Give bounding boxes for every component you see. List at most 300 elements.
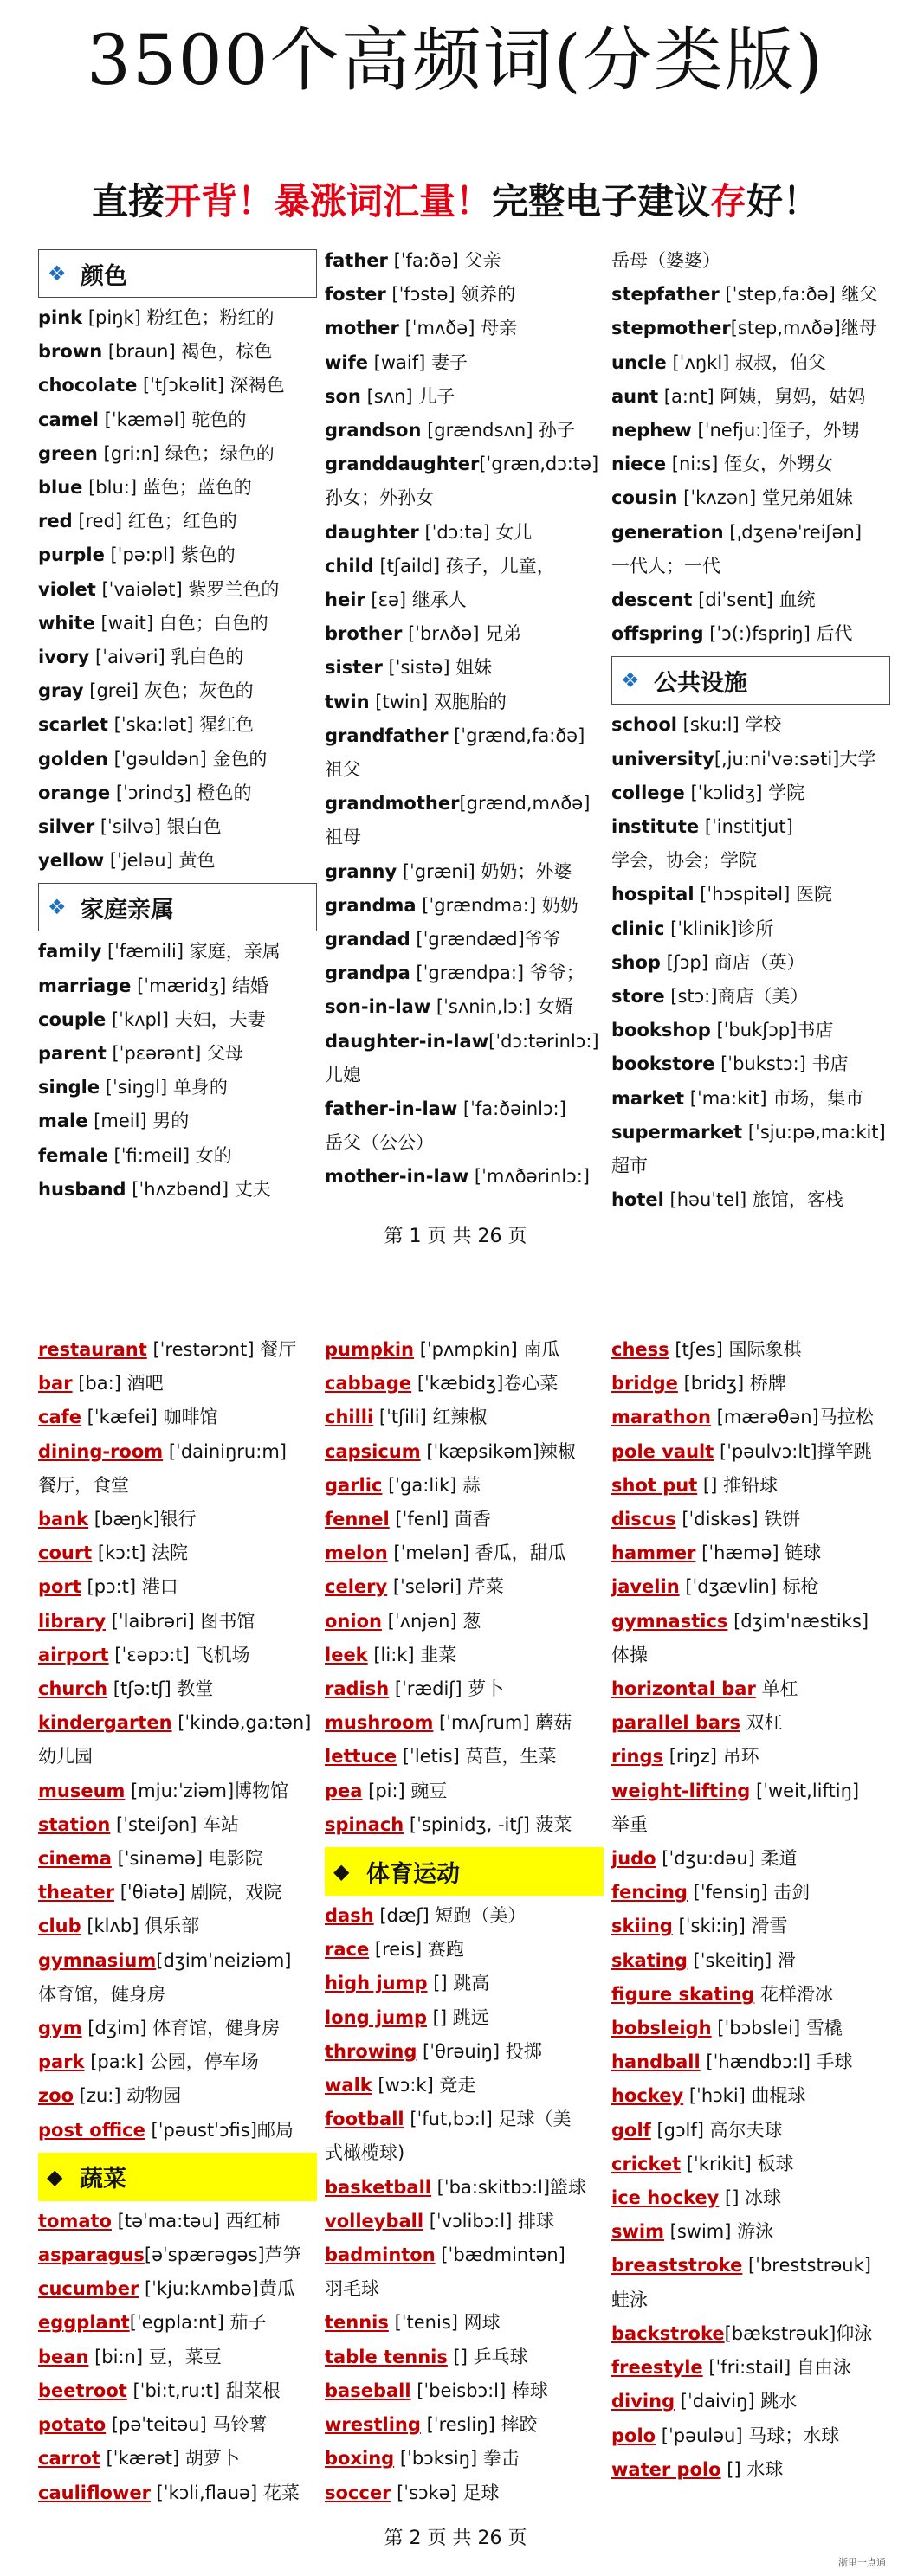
vocab-definition: [ˈsju:pə,ma:kit] [742,1121,886,1143]
vocab-definition: [klʌb] 俱乐部 [81,1916,200,1937]
vocab-definition: [] 冰球 [719,2187,782,2209]
vocab-definition: [ˈjeləu] 黄色 [104,850,216,872]
vocab-word: tomato [38,2210,112,2231]
vocab-word: parallel bars [611,1712,740,1734]
vocab-continuation: 学会，协会；学院 [611,850,757,872]
vocab-entry [38,1672,317,1706]
vocab-definition: [dʒimˈneiziəm] [156,1949,292,1971]
vocab-entry [611,810,890,844]
vocab-entry [611,312,890,345]
vocab-definition: [mærəθən]马拉松 [710,1407,874,1428]
vocab-entry [38,2476,317,2510]
vocab-entry [611,1808,890,1842]
vocab-entry [611,844,890,878]
vocab-definition: [ˈpɛərənt] 父母 [106,1043,244,1065]
vocab-word: javelin [611,1576,680,1598]
vocab-word: gym [38,2018,82,2039]
vocab-continuation: 岳父（公公） [325,1132,434,1154]
vocab-entry [325,1367,604,1401]
vocab-entry [611,2351,890,2385]
vocab-definition: [ˈfi:meil] 女的 [107,1144,232,1166]
vocab-definition: [riŋz] 吊环 [663,1746,759,1768]
vocab-definition: [grei] 灰色；灰色的 [83,680,254,702]
vocab-word: offspring [611,623,704,645]
vocab-definition: [reis] 赛跑 [369,1939,464,1961]
vocab-word: wrestling [325,2414,421,2436]
vocab-entry [325,1435,604,1469]
vocab-entry [611,708,890,742]
vocab-definition: [ˈbɔbslei] 雪橇 [711,2018,843,2039]
vocab-word: college [611,782,685,803]
vocab-definition: [ˈbi:t,ru:t] 甜菜根 [126,2380,281,2401]
vocab-definition: 单杠 [755,1678,798,1700]
vocab-word: gymnastics [611,1610,728,1632]
vocab-entry [325,2374,604,2408]
vocab-entry [325,2306,604,2340]
vocab-entry [38,1740,317,1774]
vocab-entry [611,1047,890,1081]
vocab-word: sister [325,657,383,679]
vocab-entry [325,617,604,651]
vocab-word: school [611,714,677,736]
vocab-definition: [ˈtʃɔkəlit] 深褐色 [137,375,285,396]
vocab-entry [38,1570,317,1604]
vocab-entry [611,617,890,651]
vocab-word: cinema [38,1848,112,1870]
vocab-entry [611,2419,890,2453]
vocab-definition: [wɔ:k] 竞走 [372,2075,476,2096]
vocab-definition: [ˈkɔlidʒ] 学院 [684,782,805,803]
vocab-word: bean [38,2346,89,2367]
vocab-definition: [pəˈteitəu] 马铃薯 [106,2414,268,2436]
vocab-word: shot put [611,1474,698,1496]
vocab-word: handball [611,2051,701,2073]
vocab-entry [38,1401,317,1434]
vocab-entry [38,403,317,437]
vocab-entry [38,810,317,844]
vocab-entry [38,674,317,708]
vocab-definition: [ˈnefju:]侄子，外甥 [691,420,860,441]
vocab-entry [325,1967,604,2000]
vocab-definition: [ˈinstitjut] [699,816,793,838]
vocab-word: club [38,1916,81,1937]
vocab-entry [611,776,890,810]
vocab-definition: [ˈsinəmə] 电影院 [111,1848,263,1870]
vocab-entry [38,844,317,878]
vocab-entry [38,2012,317,2045]
vocab-word: orange [38,782,111,803]
vocab-definition: [ˈbɔksiŋ] 拳击 [394,2448,520,2470]
vocab-definition: [braun] 褐色，棕色 [102,341,273,363]
vocab-word: zoo [38,2085,74,2107]
bullet-icon: ◆ [333,1859,350,1884]
vocab-word: hotel [611,1189,664,1211]
vocab-entry [611,2181,890,2215]
vocab-word: celery [325,1576,388,1598]
vocab-entry [38,1774,317,1808]
subtitle [0,177,911,226]
vocab-entry [325,2205,604,2238]
vocab-entry [38,776,317,810]
vocab-word: chilli [325,1407,374,1428]
vocab-definition: [ˈlaibrəri] 图书馆 [106,1610,255,1632]
vocab-word: cucumber [38,2278,139,2300]
vocab-entry [38,935,317,969]
vocab-word: leek [325,1644,368,1665]
vocab-word: baseball [325,2380,411,2401]
vocab-word: uncle [611,351,667,373]
vocab-definition: [ˈfri:stail] 自由泳 [702,2357,851,2379]
vocab-entry [611,1570,890,1604]
vocab-word: ice hockey [611,2187,720,2209]
section-title: 公共设施 [654,669,747,697]
vocab-entry [38,1978,317,2012]
watermark: 浙里一点通 [838,2557,886,2568]
vocab-entry [38,1503,317,1536]
vocab-word: white [38,612,95,634]
vocab-word: spinach [325,1813,404,1835]
vocab-entry [611,1605,890,1639]
vocab-word: breaststroke [611,2255,743,2277]
column [325,244,604,1195]
vocab-word: cabbage [325,1373,412,1394]
vocab-definition: [ˈʌŋkl] 叔叔，伯父 [666,351,827,373]
vocab-word: melon [325,1542,388,1564]
vocab-definition: [] 跳高 [427,1973,490,1994]
vocab-word: institute [611,816,700,838]
vocab-entry [611,1082,890,1116]
vocab-word: walk [325,2075,372,2096]
vocab-word: couple [38,1008,107,1030]
vocab-word: bank [38,1509,89,1530]
vocab-word: volleyball [325,2210,424,2231]
vocab-entry [611,2249,890,2283]
vocab-entry [325,1536,604,1570]
vocab-entry [38,1944,317,1978]
vocab-continuation: 祖父 [325,759,361,781]
vocab-definition: [ˈdiskəs] 铁饼 [675,1509,801,1530]
vocab-entry [611,1183,890,1217]
vocab-word: park [38,2051,85,2073]
vocab-definition: [ˈhɔspitəl] 医院 [694,884,832,905]
vocab-word: mushroom [325,1712,434,1734]
vocab-definition: [ni:s] 侄女，外甥女 [666,454,833,475]
vocab-word: port [38,1576,81,1598]
vocab-entry [611,1014,890,1047]
vocab-word: water polo [611,2458,721,2480]
vocab-definition: [ˈbreststrəuk] [742,2255,871,2277]
vocab-definition: [ˈdɔ:tə] 女儿 [418,521,533,543]
vocab-entry [611,1639,890,1672]
vocab-word: blue [38,477,83,499]
vocab-word: grandmother [325,793,460,815]
vocab-continuation: 儿媳 [325,1064,361,1085]
vocab-word: brown [38,341,103,363]
vocab-definition: [ˈkʌpl] 夫妇，夫妻 [106,1008,266,1030]
section-header [325,1847,604,1896]
vocab-entry [611,2453,890,2487]
vocab-continuation: 式橄榄球) [325,2142,405,2164]
vocab-word: scarlet [38,714,108,736]
section-title: 家庭亲属 [81,896,174,924]
vocab-entry [38,2442,317,2476]
vocab-word: aunt [611,385,659,407]
vocab-entry [38,607,317,641]
section-header [38,2153,317,2201]
vocab-definition: [ˈma:kit] 市场，集市 [684,1087,864,1109]
vocab-entry [325,889,604,923]
vocab-entry [611,1978,890,2012]
vocab-definition: [ˈsilvə] 银白色 [94,816,222,838]
vocab-definition: [ˈkæməl] 驼色的 [98,409,247,430]
vocab-definition: [ˈtenis] 网球 [388,2312,501,2334]
vocab-word: horizontal bar [611,1678,756,1700]
vocab-definition: [ˈfensiŋ] 击剑 [687,1882,811,1903]
vocab-word: bookstore [611,1053,715,1075]
vocab-entry [611,1435,890,1469]
vocab-word: backstroke [611,2322,725,2344]
vocab-entry [611,346,890,380]
subtitle-highlight: 开背！ [164,180,274,222]
section-header [611,656,890,705]
vocab-word: bobsleigh [611,2018,712,2039]
vocab-entry [325,278,604,312]
vocab-definition: [ˈrædiʃ] 萝卜 [389,1678,505,1700]
vocab-definition: [,ju:niˈvə:səti]大学 [714,748,876,770]
vocab-word: mother [325,318,399,339]
vocab-definition: [ˈska:lət] 猩红色 [107,714,255,736]
vocab-entry [611,980,890,1014]
vocab-entry [38,471,317,505]
vocab-definition: [ˈba:skitbɔ:l]篮球 [431,2176,587,2198]
vocab-entry [325,2442,604,2476]
vocab-entry [38,1842,317,1876]
vocab-word: supermarket [611,1121,743,1143]
vocab-word: granny [325,860,397,882]
vocab-entry [325,1160,604,1194]
vocab-word: throwing [325,2040,417,2062]
bullet-icon: ◆ [47,2164,63,2189]
vocab-entry [325,1933,604,1967]
vocab-entry [325,2136,604,2170]
vocab-definition: [ˈgrændma:] 奶奶 [416,894,578,916]
vocab-entry [325,2476,604,2510]
page-footer: 第 2 页 共 26 页 [384,2528,527,2549]
vocab-word: fencing [611,1882,688,1903]
vocab-definition: [əˈspærəgəs]芦笋 [144,2244,301,2266]
vocab-entry [38,1104,317,1138]
vocab-word: stepfather [611,284,720,306]
vocab-word: cricket [611,2153,682,2174]
vocab-definition: [ˈmʌðə] 母亲 [398,318,518,339]
vocab-entry [38,437,317,471]
subtitle-highlight: 暴涨词汇量！ [273,180,492,222]
vocab-definition: [ˈkærət] 胡萝卜 [100,2448,240,2470]
vocab-definition: [ˈkrikit] 板球 [681,2153,794,2174]
vocab-definition: [bridʒ] 桥牌 [677,1373,786,1394]
vocab-definition: [ˈdɔ:tərinlɔ:] [488,1030,599,1052]
vocab-entry [325,2341,604,2374]
vocab-definition: [ˈpə:pl] 紫色的 [104,544,236,566]
vocab-entry [325,2238,604,2272]
vocab-continuation: 羽毛球 [325,2278,379,2300]
vocab-word: mother-in-law [325,1166,469,1188]
vocab-entry [325,380,604,414]
vocab-word: son [325,385,361,407]
vocab-entry [611,1740,890,1774]
vocab-word: brother [325,623,403,645]
vocab-entry [611,516,890,550]
vocab-definition: [bækstrəuk]仰泳 [724,2322,873,2344]
vocab-entry [325,821,604,854]
vocab-definition: [ˈbukstɔ:] 书店 [714,1053,849,1075]
vocab-entry [325,550,604,583]
vocab-word: red [38,511,73,532]
vocab-definition: [ˈrestərɔnt] 餐厅 [146,1339,297,1360]
vocab-word: cousin [611,487,678,509]
vocab-word: son-in-law [325,996,431,1018]
vocab-entry [38,301,317,335]
vocab-entry [38,969,317,1003]
column [611,1333,890,2487]
vocab-definition: [ˈga:lik] 蒜 [382,1474,481,1496]
vocab-definition: [kɔ:t] 法院 [92,1542,188,1564]
vocab-word: high jump [325,1973,428,1994]
vocab-definition: [gri:n] 绿色；绿色的 [97,442,275,464]
vocab-definition: [ˈhæmə] 链球 [695,1542,822,1564]
vocab-entry [611,1944,890,1978]
vocab-definition: [ˈski:iŋ] 滑雪 [672,1916,788,1937]
vocab-definition: [ˈfæmili] 家庭，亲属 [101,941,281,963]
vocab-definition: 花样滑冰 [754,1983,834,2005]
vocab-word: violet [38,578,96,600]
vocab-definition: [ˈɛəpɔ:t] 飞机场 [108,1644,250,1665]
vocab-entry [325,787,604,821]
vocab-definition: [ˈfa:ðəinlɔ:] [457,1098,566,1120]
vocab-entry [611,1536,890,1570]
vocab-definition: [ˈɔrindʒ] 橙色的 [110,782,252,803]
vocab-word: grandad [325,929,410,950]
vocab-word: child [325,555,374,576]
vocab-definition: [ˈaivəri] 乳白色的 [89,647,244,668]
vocab-entry [38,1605,317,1639]
vocab-entry [325,753,604,787]
vocab-word: marathon [611,1407,711,1428]
vocab-entry [611,380,890,414]
vocab-entry [611,2114,890,2148]
vocab-word: swim [611,2221,664,2243]
vocab-entry [38,369,317,402]
vocab-word: grandfather [325,724,449,746]
vocab-entry [38,1536,317,1570]
vocab-definition: [ˈɔ(:)fspriŋ] 后代 [703,623,853,645]
vocab-word: court [38,1542,93,1564]
vocab-word: discus [611,1509,676,1530]
vocab-entry [38,2408,317,2442]
vocab-definition: [həuˈtel] 旅馆，客栈 [663,1189,843,1211]
vocab-definition: [ˈmʌðərinlɔ:] [468,1166,590,1188]
vocab-entry [325,1092,604,1126]
vocab-word: judo [611,1848,656,1870]
bullet-icon: ❖ [48,261,67,286]
vocab-continuation: 超市 [611,1156,648,1177]
vocab-word: chocolate [38,375,138,396]
vocab-definition: [ˌdʒenəˈreiʃən] [723,521,863,543]
vocab-entry [38,708,317,742]
vocab-definition: [ˈsiŋgl] 单身的 [100,1077,228,1098]
subtitle-highlight: 存 [710,180,747,222]
vocab-definition: [ˈletis] 莴苣，生菜 [397,1746,557,1768]
vocab-entry [611,1116,890,1150]
vocab-entry [325,583,604,617]
vocab-entry [325,923,604,956]
vocab-word: garlic [325,1474,383,1496]
vocab-definition: [] 推铅球 [697,1474,778,1496]
vocab-definition: [diˈsent] 血统 [692,589,816,611]
vocab-entry [611,278,890,312]
vocab-definition: [piŋk] 粉红色；粉红的 [82,307,275,328]
vocab-definition: [ˈkæbidʒ]卷心菜 [411,1373,559,1394]
vocab-word: kindergarten [38,1712,172,1734]
vocab-entry [38,641,317,674]
vocab-entry [611,414,890,448]
vocab-definition: [mju:ˈziəm]博物馆 [125,1780,289,1801]
vocab-definition: [ˈhɔki] 曲棍球 [683,2085,806,2107]
vocab-definition: [ˈkæpsikəm]辣椒 [420,1440,576,1462]
vocab-word: bridge [611,1373,678,1394]
vocab-definition: [ˈpʌmpkin] 南瓜 [414,1339,560,1360]
vocab-definition: [bi:n] 豆，菜豆 [88,2346,222,2367]
vocab-definition: [ˈsʌnin,lɔ:] 女婿 [430,996,573,1018]
vocab-entry [325,1706,604,1740]
vocab-entry [611,1842,890,1876]
vocab-word: single [38,1077,100,1098]
vocab-definition: [ˈʌnjən] 葱 [381,1610,481,1632]
vocab-entry [38,2306,317,2340]
vocab-word: generation [611,521,724,543]
vocab-definition: [ˈdainiŋru:m] [163,1440,287,1462]
vocab-word: granddaughter [325,454,480,475]
page-footer: 第 1 页 共 26 页 [384,1226,527,1247]
vocab-definition: [grændsʌn] 孙子 [421,420,576,441]
vocab-word: boxing [325,2448,395,2470]
vocab-entry [325,956,604,990]
vocab-entry [325,1570,604,1604]
vocab-entry [325,312,604,345]
vocab-definition: [ˈfut,bɔ:l] 足球（美 [404,2109,572,2130]
vocab-word: table tennis [325,2346,448,2367]
vocab-definition: [ˈhʌzbənd] 丈夫 [126,1178,271,1200]
vocab-definition: [wait] 白色；白色的 [94,612,268,634]
vocab-definition: [ˈtʃili] 红辣椒 [373,1407,488,1428]
vocab-entry [611,1706,890,1740]
vocab-definition: [ˈkində,ga:tən] [171,1712,312,1734]
vocab-entry [611,2385,890,2418]
vocab-definition: [grænd,mʌðə] [459,793,591,815]
vocab-definition: [tʃaild] 孩子，儿童， [373,555,555,576]
vocab-entry [38,2045,317,2079]
vocab-definition: [ˈkɔli,flauə] 花菜 [150,2482,300,2503]
vocab-entry [325,1503,604,1536]
vocab-word: shop [611,951,661,973]
vocab-entry [611,2045,890,2079]
vocab-definition: [ˈspinidʒ, -itʃ] 菠菜 [404,1813,572,1835]
section-title: 体育运动 [366,1860,460,1888]
column [611,244,890,1217]
vocab-word: museum [38,1780,126,1801]
vocab-entry [611,481,890,515]
vocab-entry [38,1003,317,1037]
